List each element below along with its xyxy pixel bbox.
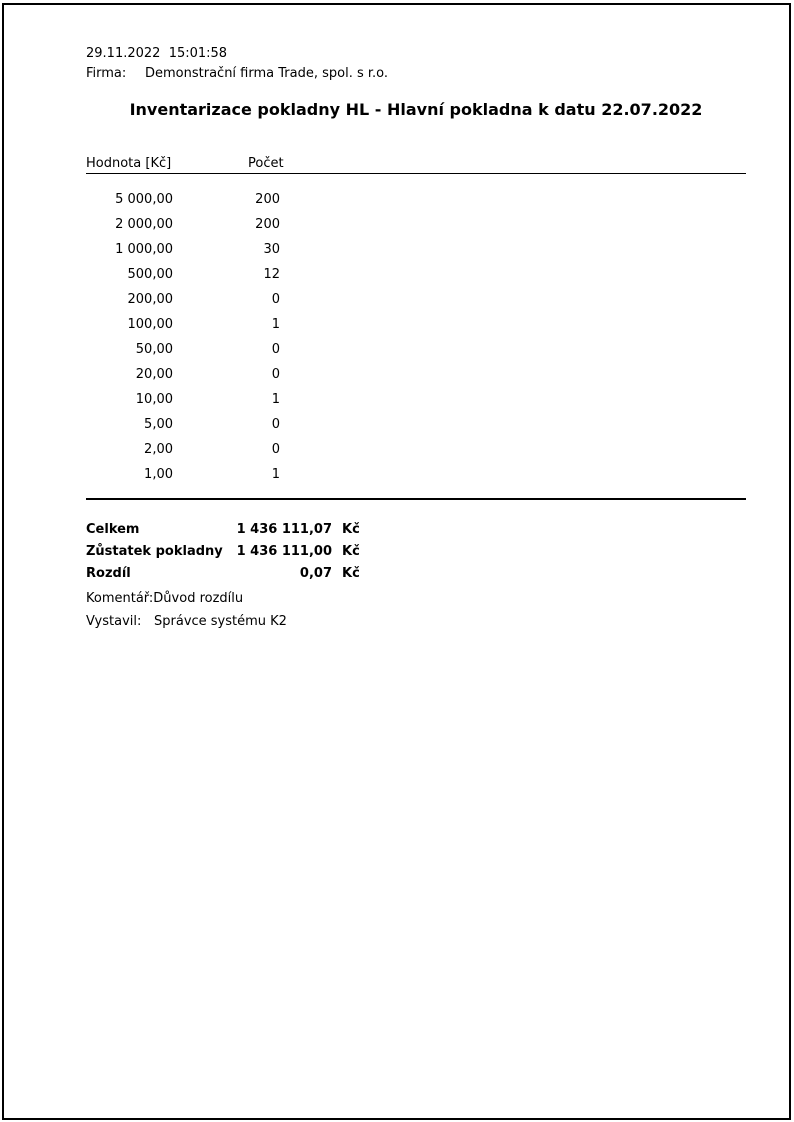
count-cell: 12	[263, 267, 280, 282]
header-rule	[86, 173, 746, 174]
table-row	[86, 462, 746, 487]
print-datetime: 29.11.2022 15:01:58	[86, 46, 228, 61]
value-cell: 1 000,00	[115, 242, 173, 257]
comment-row	[86, 591, 243, 607]
table-row	[86, 237, 746, 262]
summary-label: Celkem	[86, 522, 140, 537]
comment-label: Komentář:	[86, 591, 154, 606]
count-cell: 1	[271, 392, 280, 407]
summary-row-difference	[86, 563, 746, 585]
value-cell: 2,00	[144, 442, 173, 457]
issued-by-label: Vystavil:	[86, 614, 142, 629]
value-cell: 50,00	[135, 342, 173, 357]
summary-row-balance	[86, 541, 746, 563]
company-label: Firma:	[86, 66, 127, 81]
value-cell: 2 000,00	[115, 217, 173, 232]
table-row	[86, 387, 746, 412]
table-bottom-rule	[86, 498, 746, 500]
value-cell: 1,00	[144, 467, 173, 482]
report-content	[86, 0, 746, 1122]
count-cell: 200	[255, 192, 280, 207]
table-row	[86, 337, 746, 362]
issued-by-row	[86, 614, 287, 630]
count-cell: 0	[271, 417, 280, 432]
comment-value: Důvod rozdílu	[153, 591, 244, 606]
table-header	[86, 156, 746, 172]
count-cell: 0	[271, 367, 280, 382]
table-row	[86, 287, 746, 312]
summary-row-total	[86, 519, 746, 541]
summary-label: Zůstatek pokladny	[86, 544, 223, 559]
value-cell: 500,00	[127, 267, 173, 282]
summary-amount: 1 436 111,07	[236, 522, 332, 537]
summary-label: Rozdíl	[86, 566, 131, 581]
count-cell: 30	[263, 242, 280, 257]
table-row	[86, 362, 746, 387]
issued-by-value: Správce systému K2	[154, 614, 287, 629]
table-row	[86, 412, 746, 437]
report-title: Inventarizace pokladny HL - Hlavní pokladna k datu 22.07.2022	[129, 100, 703, 119]
table-row	[86, 212, 746, 237]
column-header-count: Počet	[248, 156, 284, 171]
count-cell: 1	[271, 467, 280, 482]
table-row	[86, 437, 746, 462]
value-cell: 5,00	[144, 417, 173, 432]
value-cell: 200,00	[127, 292, 173, 307]
summary-amount: 1 436 111,00	[236, 544, 332, 559]
value-cell: 20,00	[135, 367, 173, 382]
summary-section	[86, 519, 746, 585]
column-header-value: Hodnota [Kč]	[86, 156, 172, 171]
table-row	[86, 312, 746, 337]
summary-amount: 0,07	[299, 566, 332, 581]
company-row	[86, 66, 388, 82]
summary-currency: Kč	[342, 522, 360, 537]
table-row	[86, 262, 746, 287]
value-cell: 100,00	[127, 317, 173, 332]
count-cell: 0	[271, 292, 280, 307]
summary-currency: Kč	[342, 544, 360, 559]
value-cell: 5 000,00	[115, 192, 173, 207]
denomination-table	[86, 187, 746, 487]
count-cell: 0	[271, 342, 280, 357]
count-cell: 0	[271, 442, 280, 457]
table-row	[86, 187, 746, 212]
value-cell: 10,00	[135, 392, 173, 407]
summary-currency: Kč	[342, 566, 360, 581]
count-cell: 200	[255, 217, 280, 232]
count-cell: 1	[271, 317, 280, 332]
company-name: Demonstrační firma Trade, spol. s r.o.	[145, 66, 389, 81]
